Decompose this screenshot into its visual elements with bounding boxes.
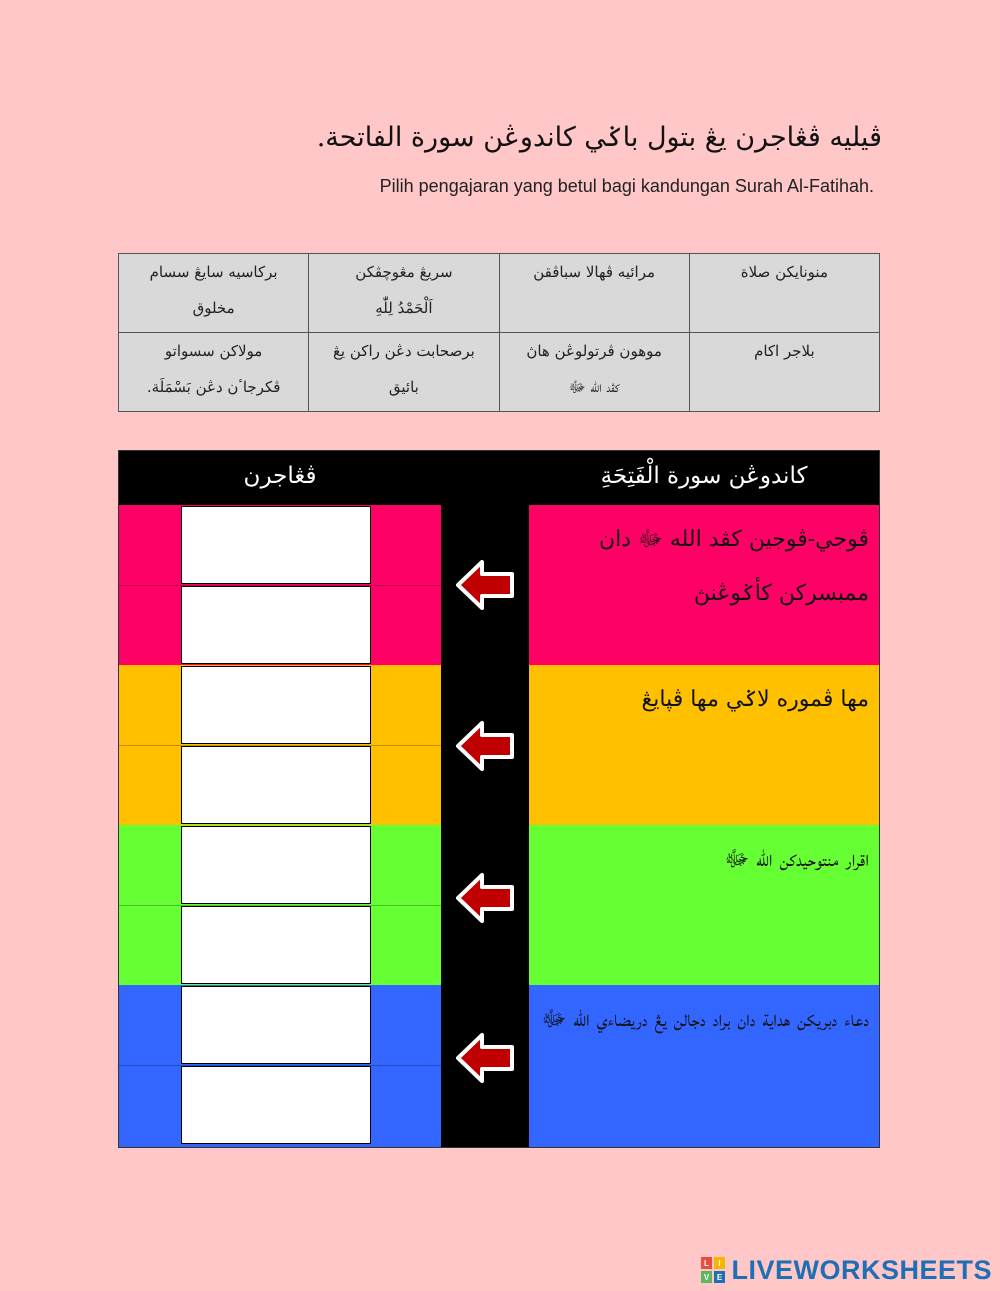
instruction-arabic: ڤيليه ڤڠاجرن يڠ بتول باݢي كاندوڠن سورة الفاتحة. (316, 122, 882, 153)
word-bank-cell[interactable]: بلاجر اكام (689, 333, 879, 412)
header-lessons: ڤڠاجرن (243, 463, 317, 489)
arrow-left-icon (454, 558, 516, 612)
content-row-3: اقرار منتوحيدكن الله ﷻ (529, 825, 879, 985)
svg-text:I: I (718, 1259, 722, 1268)
word-bank-table (118, 253, 880, 412)
liveworksheets-brand[interactable] (701, 1254, 992, 1286)
word-bank-cell[interactable]: مولاكن سسواتو ڤكرجاٴن دڠن بَسْمَلَة. (119, 333, 309, 412)
svg-text:E: E (717, 1273, 723, 1282)
liveworksheets-text: LIVEWORKSHEETS (731, 1254, 992, 1285)
answer-box-2[interactable] (181, 586, 371, 664)
liveworksheets-logo-icon (701, 1257, 725, 1283)
answer-box-3[interactable] (181, 666, 371, 744)
answer-box-4[interactable] (181, 746, 371, 824)
content-row-2: مها ڤموره لاݢي مها ڤڽايڠ (529, 665, 879, 825)
answer-box-8[interactable] (181, 1066, 371, 1144)
word-bank-cell[interactable]: برصحابت دڠن راكن يڠ بائيق (309, 333, 499, 412)
content-row-4: دعاء دبريكن هداية دان براد دجالن يڠ دريضاءي الله ﷻ (529, 985, 879, 1147)
header-content: كاندوڠن سورة الْفَتِحَةِ (600, 463, 808, 489)
word-bank-cell[interactable]: بركاسيه سايڠ سسام مخلوق (119, 254, 309, 333)
answer-box-7[interactable] (181, 986, 371, 1064)
word-bank-cell[interactable]: موهون ڤرتولوڠن هاڽ كڤد الله ﷻ (499, 333, 689, 412)
matching-table (118, 450, 880, 1148)
instruction-english: Pilih pengajaran yang betul bagi kandungan Surah Al-Fatihah. (379, 176, 874, 196)
arrow-left-icon (454, 1031, 516, 1085)
svg-text:L: L (704, 1259, 710, 1268)
content-row-1: ڤوجي-ڤوجين كڤد الله ﷻ دان ممبسركن كأݢوڠنڽ (529, 505, 879, 665)
answer-box-1[interactable] (181, 506, 371, 584)
word-bank-cell[interactable]: سريڠ مڠوچڤكن اَلْحَمْدُ لِلّٰهِ (309, 254, 499, 333)
svg-text:V: V (704, 1273, 710, 1282)
answer-box-5[interactable] (181, 826, 371, 904)
word-bank-cell[interactable]: منونايكن صلاة (689, 254, 879, 333)
arrow-left-icon (454, 719, 516, 773)
arrow-left-icon (454, 871, 516, 925)
word-bank-cell[interactable]: مرائيه ڤهالا سباڤقن (499, 254, 689, 333)
answer-box-6[interactable] (181, 906, 371, 984)
